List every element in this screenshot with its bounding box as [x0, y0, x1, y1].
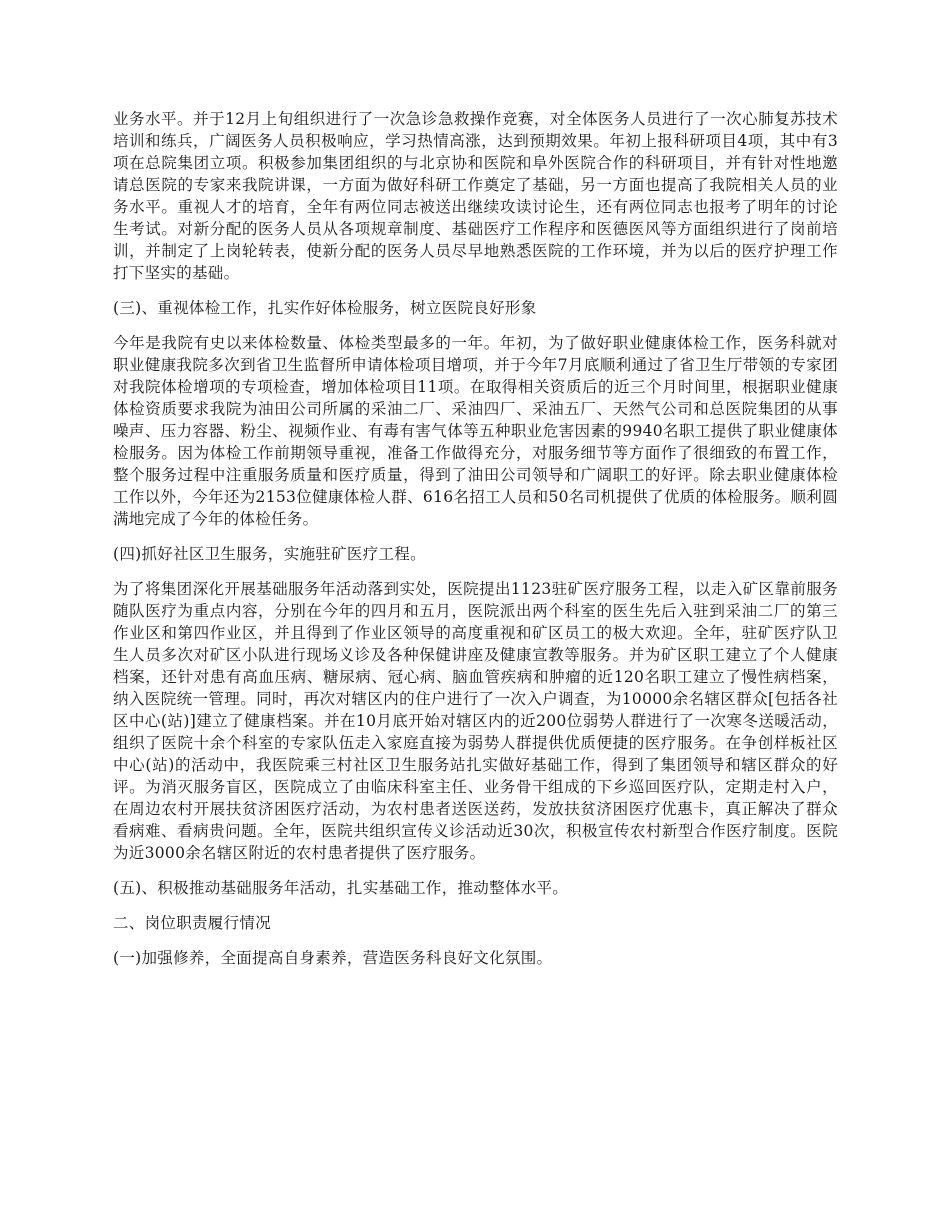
heading-physical-exam: (三)、重视体检工作，扎实作好体检服务，树立医院良好形象	[113, 299, 537, 317]
document-page	[113, 108, 838, 982]
paragraph-business-level: 业务水平。并于12月上旬组织进行了一次急诊急救操作竞赛，对全体医务人员进行了一次心肺复苏技术培训和练兵，广阔医务人员积极响应，学习热情高涨，达到预期效果。年初上报科研项目4项，其中有3项在总院集团立项。积极参加集团组织的与北京协和医院和阜外医院合作的科研项目，并有针对性地邀请总医院的专家来我院讲课，一方面为做好科研工作奠定了基础，另一方面也提高了我院相关人员的业务水平。重视人才的培育，全年有两位同志被送出继续攻读讨论生，还有两位同志也报考了明年的讨论生考试。对新分配的医务人员从各项规章制度、基础医疗工作程序和医德医风等方面组织进行了岗前培训，并制定了上岗轮转表，使新分配的医务人员尽早地熟悉医院的工作环境，并为以后的医疗护理工作打下坚实的基础。	[113, 110, 838, 282]
paragraph-physical-exam: 今年是我院有史以来体检数量、体检类型最多的一年。年初，为了做好职业健康体检工作，医务科就对职业健康我院多次到省卫生监督所申请体检项目增项，并于今年7月底顺利通过了省卫生厅带领的专家团对我院体检增项的专项检查，增加体检项目11项。在取得相关资质后的近三个月时间里，根据职业健康体检资质要求我院为油田公司所属的采油二厂、采油四厂、采油五厂、天然气公司和总医院集团的从事噪声、压力容器、粉尘、视频作业、有毒有害气体等五种职业危害因素的9940名职工提供了职业健康体检服务。因为体检工作前期领导重视，准备工作做得充分，对服务细节等方面作了很细致的布置工作，整个服务过程中注重服务质量和医疗质量，得到了油田公司领导和广阔职工的好评。除去职业健康体检工作以外，今年还为2153位健康体检人群、616名招工人员和50名司机提供了优质的体检服务。顺利圆满地完成了今年的体检任务。	[113, 334, 838, 528]
paragraph-community-health: 为了将集团深化开展基础服务年活动落到实处，医院提出1123驻矿医疗服务工程，以走入矿区靠前服务随队医疗为重点内容，分别在今年的四月和五月，医院派出两个科室的医生先后入驻到采油二厂的第三作业区和第四作业区，并且得到了作业区领导的高度重视和矿区员工的极大欢迎。全年，驻矿医疗队卫生人员多次对矿区小队进行现场义诊及各种保健讲座及健康宣教等服务。并为矿区职工建立了个人健康档案，还针对患有高血压病、糖尿病、冠心病、脑血管疾病和肿瘤的近120名职工建立了慢性病档案，纳入医院统一管理。同时，再次对辖区内的住户进行了一次入户调查，为10000余名辖区群众[包括各社区中心(站)]建立了健康档案。并在10月底开始对辖区内的近200位弱势人群进行了一次寒冬送暖活动，组织了医院十余个科室的专家队伍走入家庭直接为弱势人群提供优质便捷的医疗服务。在争创样板社区中心(站)的活动中，我医院乘三村社区卫生服务站扎实做好基础工作，得到了集团领导和辖区群众的好评。为消灭服务盲区，医院成立了由临床科室主任、业务骨干组成的下乡巡回医疗队，定期走村入户，在周边农村开展扶贫济困医疗活动，为农村患者送医送药，发放扶贫济困医疗优惠卡，真正解决了群众看病难、看病贵问题。全年，医院共组织宣传义诊活动近30次，积极宣传农村新型合作医疗制度。医院为近3000余名辖区附近的农村患者提供了医疗服务。	[113, 580, 838, 862]
heading-basic-service-year: (五)、积极推动基础服务年活动，扎实基础工作，推动整体水平。	[113, 879, 569, 897]
heading-job-duties: 二、岗位职责履行情况	[113, 914, 272, 932]
heading-self-cultivation: (一)加强修养，全面提高自身素养，营造医务科良好文化氛围。	[113, 949, 553, 967]
heading-community-health: (四)抓好社区卫生服务，实施驻矿医疗工程。	[113, 545, 426, 563]
